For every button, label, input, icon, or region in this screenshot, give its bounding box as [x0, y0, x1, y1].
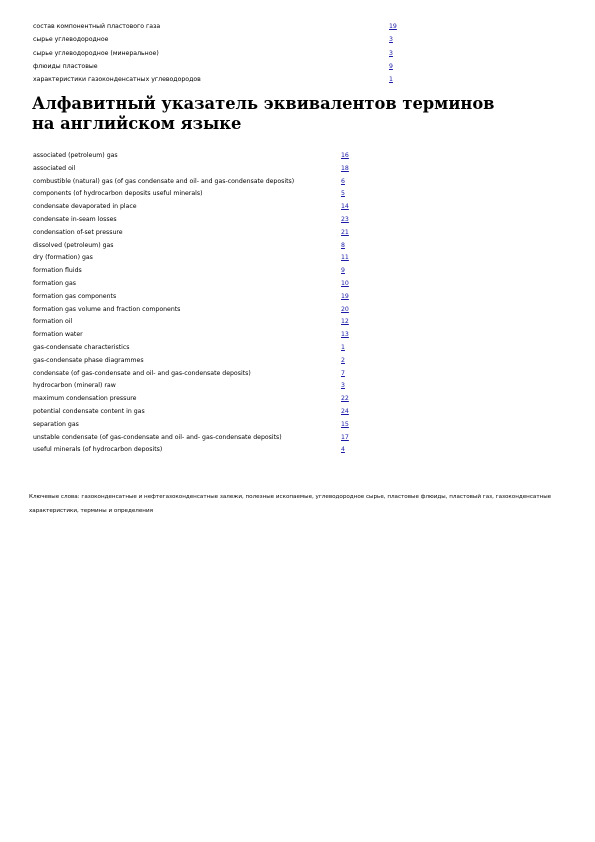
- index-term: associated oil: [33, 164, 76, 172]
- term-number-link[interactable]: 1: [341, 343, 345, 351]
- index-term: formation gas components: [33, 292, 117, 300]
- term-number-link[interactable]: 15: [341, 420, 349, 428]
- index-term: сырье углеводородное (минеральное): [33, 49, 159, 57]
- english-index-row: [33, 380, 363, 393]
- index-term: separation gas: [33, 420, 79, 428]
- english-term-index: [33, 150, 363, 457]
- term-number-link[interactable]: 6: [341, 177, 345, 185]
- term-number-link[interactable]: 2: [341, 356, 345, 364]
- index-term: useful minerals (of hydrocarbon deposits): [33, 446, 163, 454]
- index-term: характеристики газоконденсатных углеводородов: [33, 76, 201, 84]
- term-number-link[interactable]: 1: [389, 76, 393, 84]
- english-index-row: [33, 188, 363, 201]
- term-number-link[interactable]: 10: [341, 279, 349, 287]
- index-term: maximum condensation pressure: [33, 395, 137, 403]
- top-index-row: [33, 47, 413, 60]
- term-number-link[interactable]: 12: [341, 318, 349, 326]
- english-index-row: [33, 278, 363, 291]
- index-term: formation gas: [33, 279, 76, 287]
- english-index-row: [33, 419, 363, 432]
- english-index-row: [33, 240, 363, 253]
- term-number-link[interactable]: 5: [341, 190, 345, 198]
- english-index-row: [33, 227, 363, 240]
- page-heading: Алфавитный указатель эквивалентов терминов на английском языке: [32, 94, 495, 133]
- keywords-paragraph: Ключевые слова: газоконденсатные и нефтегазоконденсатные залежи, полезные ископаемые, углеводородное сырье, пластовые флюиды, пластовый газ, газоконденсатные характеристики, термины и определения: [29, 494, 552, 514]
- term-number-link[interactable]: 21: [341, 228, 349, 236]
- english-index-row: [33, 329, 363, 342]
- term-number-link[interactable]: 7: [341, 369, 345, 377]
- index-term: formation oil: [33, 318, 73, 326]
- term-number-link[interactable]: 3: [389, 36, 393, 44]
- term-number-link[interactable]: 11: [341, 254, 349, 262]
- term-number-link[interactable]: 17: [341, 433, 349, 441]
- index-term: сырье углеводородное: [33, 36, 109, 44]
- index-term: formation fluids: [33, 267, 82, 275]
- term-number-link[interactable]: 3: [341, 382, 345, 390]
- index-term: dissolved (petroleum) gas: [33, 241, 114, 249]
- term-number-link[interactable]: 13: [341, 331, 349, 339]
- term-number-link[interactable]: 9: [341, 267, 345, 275]
- index-term: флюиды пластовые: [33, 62, 98, 70]
- english-index-row: [33, 393, 363, 406]
- english-index-row: [33, 214, 363, 227]
- index-term: condensate devaporated in place: [33, 203, 137, 211]
- term-number-link[interactable]: 20: [341, 305, 349, 313]
- english-index-row: [33, 252, 363, 265]
- english-index-row: [33, 406, 363, 419]
- english-index-row: [33, 163, 363, 176]
- top-term-index: [33, 20, 413, 86]
- index-term: combustible (natural) gas (of gas condensate and oil- and gas-condensate deposits): [33, 177, 295, 185]
- english-index-row: [33, 201, 363, 214]
- english-index-row: [33, 265, 363, 278]
- index-term: potential condensate content in gas: [33, 407, 145, 415]
- index-term: dry (formation) gas: [33, 254, 93, 262]
- english-index-row: [33, 316, 363, 329]
- index-term: components (of hydrocarbon deposits useful minerals): [33, 190, 203, 198]
- term-number-link[interactable]: 23: [341, 215, 349, 223]
- english-index-row: [33, 176, 363, 189]
- index-term: condensation of-set pressure: [33, 228, 123, 236]
- english-index-row: [33, 304, 363, 317]
- english-index-row: [33, 444, 363, 457]
- term-number-link[interactable]: 18: [341, 164, 349, 172]
- top-index-row: [33, 33, 413, 46]
- term-number-link[interactable]: 16: [341, 152, 349, 159]
- term-number-link[interactable]: 24: [341, 407, 349, 415]
- english-index-row: [33, 368, 363, 381]
- term-number-link[interactable]: 14: [341, 203, 349, 211]
- top-index-row: [33, 73, 413, 86]
- term-number-link[interactable]: 4: [341, 446, 345, 454]
- term-number-link[interactable]: 8: [341, 241, 345, 249]
- top-index-row: [33, 60, 413, 73]
- index-term: hydrocarbon (mineral) raw: [33, 382, 116, 390]
- english-index-row: [33, 355, 363, 368]
- term-number-link[interactable]: 19: [389, 23, 397, 30]
- index-term: gas-condensate phase diagrammes: [33, 356, 144, 364]
- term-number-link[interactable]: 9: [389, 62, 393, 70]
- index-term: formation water: [33, 331, 83, 339]
- top-index-row: [33, 20, 413, 33]
- index-term: gas-condensate characteristics: [33, 343, 130, 351]
- english-index-row: [33, 150, 363, 163]
- english-index-row: [33, 342, 363, 355]
- index-term: condensate (of gas-condensate and oil- and gas-condensate deposits): [33, 369, 251, 377]
- index-term: unstable condensate (of gas-condensate and oil- and- gas-condensate deposits): [33, 433, 282, 441]
- index-term: formation gas volume and fraction components: [33, 305, 181, 313]
- english-index-row: [33, 291, 363, 304]
- index-term: condensate in-seam losses: [33, 215, 117, 223]
- term-number-link[interactable]: 3: [389, 49, 393, 57]
- index-term: состав компонентный пластового газа: [33, 23, 161, 30]
- term-number-link[interactable]: 19: [341, 292, 349, 300]
- english-index-row: [33, 432, 363, 445]
- index-term: associated (petroleum) gas: [33, 152, 118, 159]
- term-number-link[interactable]: 22: [341, 395, 349, 403]
